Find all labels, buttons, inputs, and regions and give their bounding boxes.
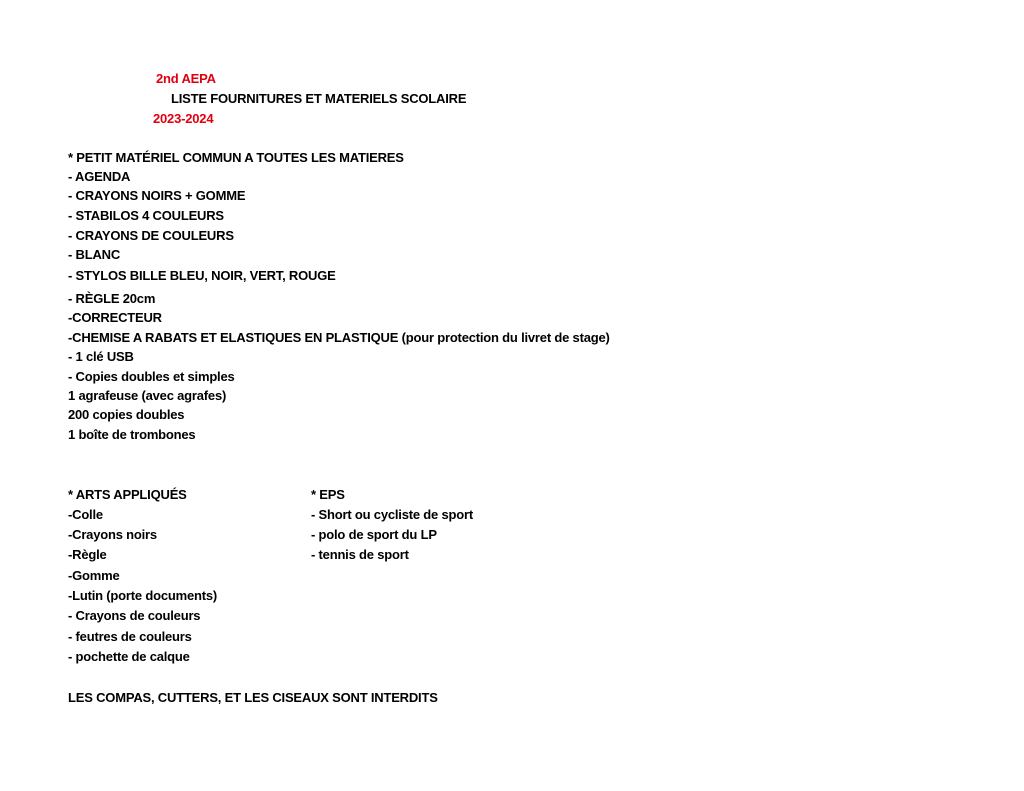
common-materials-heading: * PETIT MATÉRIEL COMMUN A TOUTES LES MATIERES: [68, 150, 404, 165]
page-title: LISTE FOURNITURES ET MATERIELS SCOLAIRE: [171, 91, 467, 106]
arts-heading: * ARTS APPLIQUÉS: [68, 487, 187, 502]
list-item: - CRAYONS DE COULEURS: [68, 228, 234, 243]
list-item: - STABILOS 4 COULEURS: [68, 208, 224, 223]
list-item: - STYLOS BILLE BLEU, NOIR, VERT, ROUGE: [68, 268, 336, 283]
school-year: 2023-2024: [153, 111, 214, 126]
class-name: 2nd AEPA: [156, 71, 216, 86]
list-item: -Crayons noirs: [68, 527, 157, 542]
list-item: -CORRECTEUR: [68, 310, 162, 325]
list-item: 1 boîte de trombones: [68, 427, 196, 442]
eps-heading: * EPS: [311, 487, 345, 502]
list-item: - Crayons de couleurs: [68, 608, 201, 623]
list-item: - BLANC: [68, 247, 121, 262]
list-item: - Short ou cycliste de sport: [311, 507, 473, 522]
list-item: - RÈGLE 20cm: [68, 291, 156, 306]
list-item: -Lutin (porte documents): [68, 588, 218, 603]
list-item: - 1 clé USB: [68, 349, 134, 364]
forbidden-items-notice: LES COMPAS, CUTTERS, ET LES CISEAUX SONT INTERDITS: [68, 690, 438, 705]
list-item: -Colle: [68, 507, 103, 522]
list-item: - pochette de calque: [68, 649, 190, 664]
list-item: 1 agrafeuse (avec agrafes): [68, 388, 227, 403]
list-item: -Gomme: [68, 568, 120, 583]
list-item: - feutres de couleurs: [68, 629, 192, 644]
list-item: - tennis de sport: [311, 547, 409, 562]
list-item: - AGENDA: [68, 169, 131, 184]
list-item: - CRAYONS NOIRS + GOMME: [68, 188, 246, 203]
list-item: - Copies doubles et simples: [68, 369, 235, 384]
list-item: -Règle: [68, 547, 107, 562]
list-item: - polo de sport du LP: [311, 527, 437, 542]
list-item: -CHEMISE A RABATS ET ELASTIQUES EN PLASTIQUE (pour protection du livret de stage): [68, 330, 610, 345]
list-item: 200 copies doubles: [68, 407, 185, 422]
